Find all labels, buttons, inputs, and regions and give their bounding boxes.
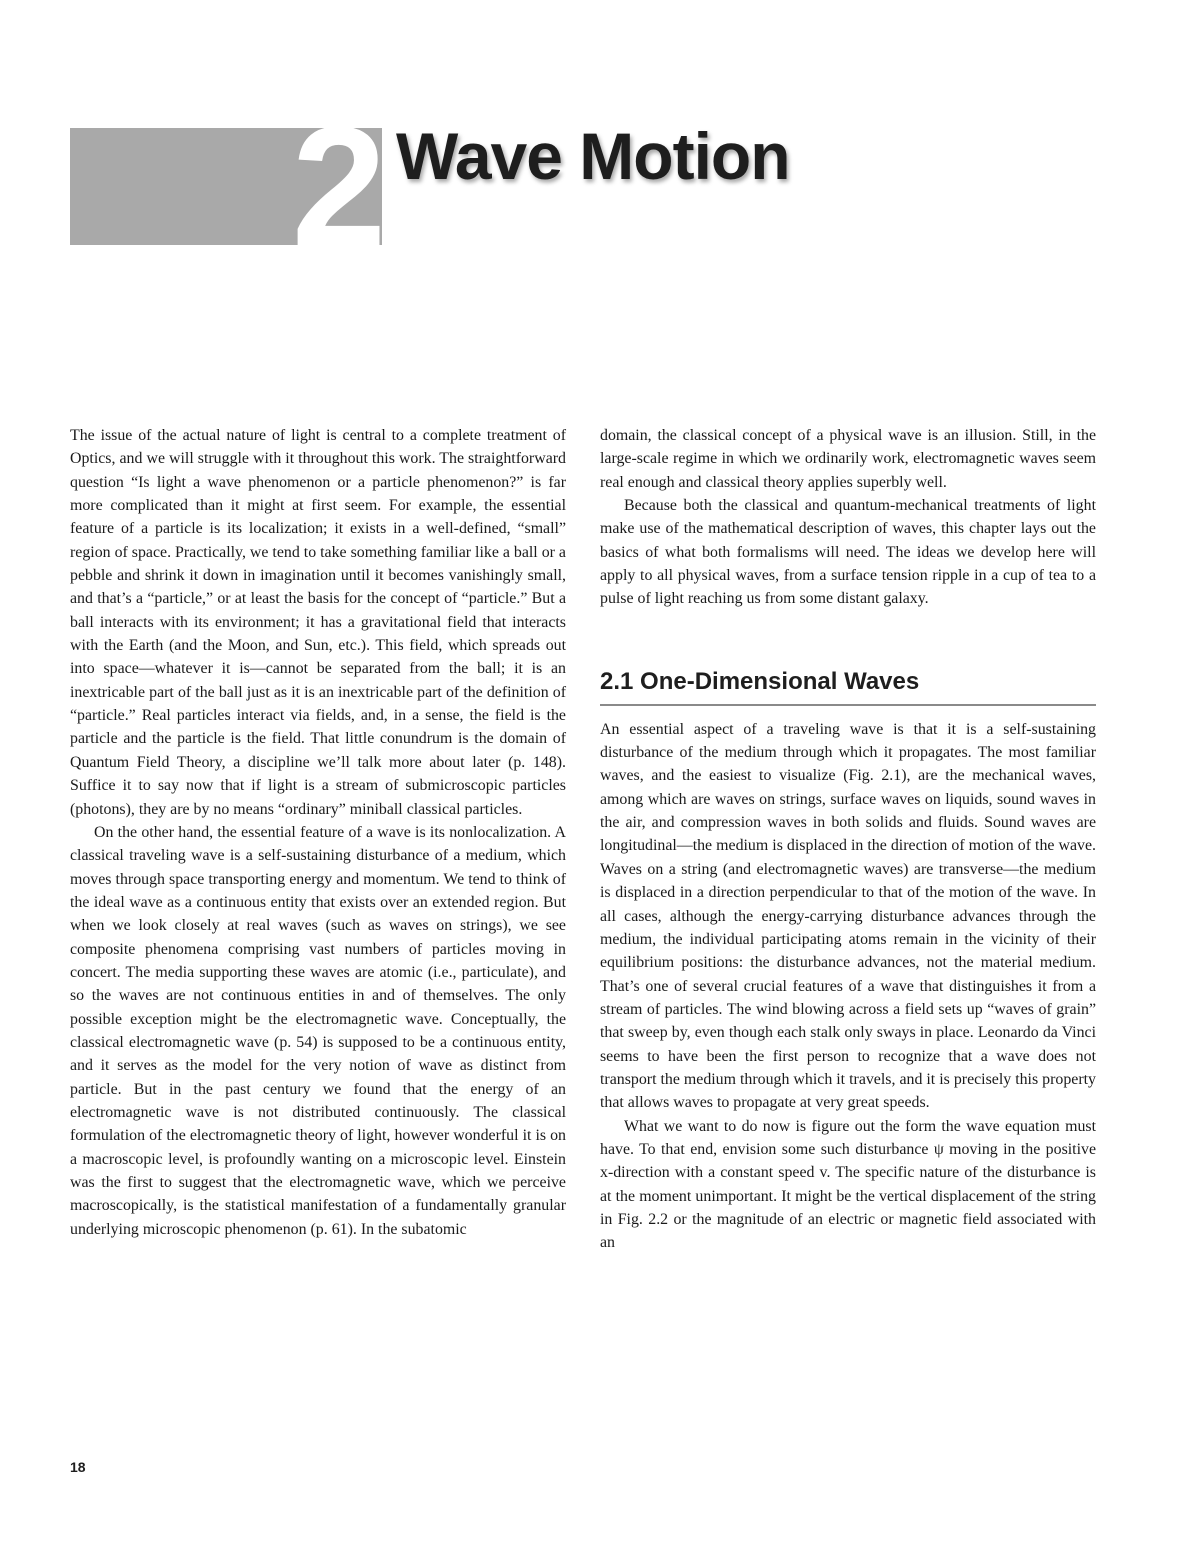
paragraph: The issue of the actual nature of light is central to a complete treatment of Optics, and we will struggle with it throughout this work. The straightforward question “Is light a wave phenomenon or a particle phenomenon?” is far more complicated than it might at first seem. For example, the essential feature of a particle is its localization; it exists in a well-defined, “small” region of space. Practically, we tend to take something familiar like a ball or a pebble and shrink it down in imagination until it becomes vanishingly small, and that’s a “particle,” or at least the basis for the concept of “particle.” But a ball interacts with its environment; it has a gravitational field that interacts with the Earth (and the Moon, and Sun, etc.). This field, which spreads out into space—whatever it is—cannot be separated from the ball; it is an inextricable part of the ball just as it is an inextricable part of the definition of “particle.” Real particles interact via fields, and, in a sense, the field is the particle and the particle is the field. That little conundrum is the domain of Quantum Field Theory, a discipline we’ll talk more about later (p. 148). Suffice it to say now that if light is a stream of submicroscopic particles (photons), they are by no means “ordinary” miniball classical particles.	[70, 427, 566, 818]
chapter-title: Wave Motion	[396, 119, 790, 193]
paragraph: Because both the classical and quantum-mechanical treatments of light make use of the mathematical description of waves, this chapter lays out the basics of what both formalisms will need. The ideas we develop here will apply to all physical waves, from a surface tension ripple in a cup of tea to a pulse of light reaching us from some distant galaxy.	[600, 497, 1096, 608]
page-number: 18	[70, 1459, 86, 1475]
section-heading: 2.1 One-Dimensional Waves	[600, 667, 1096, 706]
left-column	[70, 424, 566, 1241]
paragraph: domain, the classical concept of a physical wave is an illusion. Still, in the large-scale regime in which we ordinarily work, electromagnetic waves seem real enough and classical theory applies superbly well.	[600, 427, 1096, 491]
paragraph: What we want to do now is figure out the form the wave equation must have. To that end, envision some such disturbance ψ moving in the positive x-direction with a constant speed v. The specific nature of the disturbance is at the moment unimportant. It might be the vertical displacement of the string in Fig. 2.2 or the magnitude of an electric or magnetic field associated with an	[600, 1117, 1096, 1252]
paragraph: On the other hand, the essential feature of a wave is its nonlocalization. A classical traveling wave is a self-sustaining disturbance of a medium, which moves through space transporting energy and momentum. We tend to think of the ideal wave as a continuous entity that exists over an extended region. But when we look closely at real waves (such as waves on strings), we see composite phenomena comprising vast numbers of particles moving in concert. The media supporting these waves are atomic (i.e., particulate), and so the waves are not continuous entities in and of themselves. The only possible exception might be the electromagnetic wave. Conceptually, the classical electromagnetic wave (p. 54) is supposed to be a continuous entity, and it serves as the model for the very notion of wave as distinct from particle. But in the past century we found that the energy of an electromagnetic wave is not distributed continuously. The classical formulation of the electromagnetic theory of light, however wonderful it is on a macroscopic level, is profoundly wanting on a microscopic level. Einstein was the first to suggest that the electromagnetic wave, which we perceive macroscopically, is the statistical manifestation of a fundamentally granular underlying microscopic phenomenon (p. 61). In the subatomic	[70, 823, 566, 1238]
paragraph: An essential aspect of a traveling wave is that it is a self-sustaining disturbance of the medium through which it propagates. The most familiar waves, and the easiest to visualize (Fig. 2.1), are the mechanical waves, among which are waves on strings, surface waves on liquids, sound waves in the air, and compression waves in both solids and fluids. Sound waves are longitudinal—the medium is displaced in the direction of motion of the wave. Waves on a string (and electromagnetic waves) are transverse—the medium is displaced in a direction perpendicular to that of the motion of the wave. In all cases, although the energy-carrying disturbance advances through the medium, the individual participating atoms remain in the vicinity of their equilibrium positions: the disturbance advances, not the material medium. That’s one of several crucial features of a wave that distinguishes it from a stream of particles. The wind blowing across a field sets up “waves of grain” that sweep by, even though each stalk only sways in place. Leonardo da Vinci seems to have been the first person to recognize that a wave does not transport the medium through which it travels, and it is precisely this property that allows waves to propagate at very great speeds.	[600, 720, 1096, 1112]
right-column	[600, 424, 1096, 1255]
chapter-number: 2	[291, 92, 383, 282]
